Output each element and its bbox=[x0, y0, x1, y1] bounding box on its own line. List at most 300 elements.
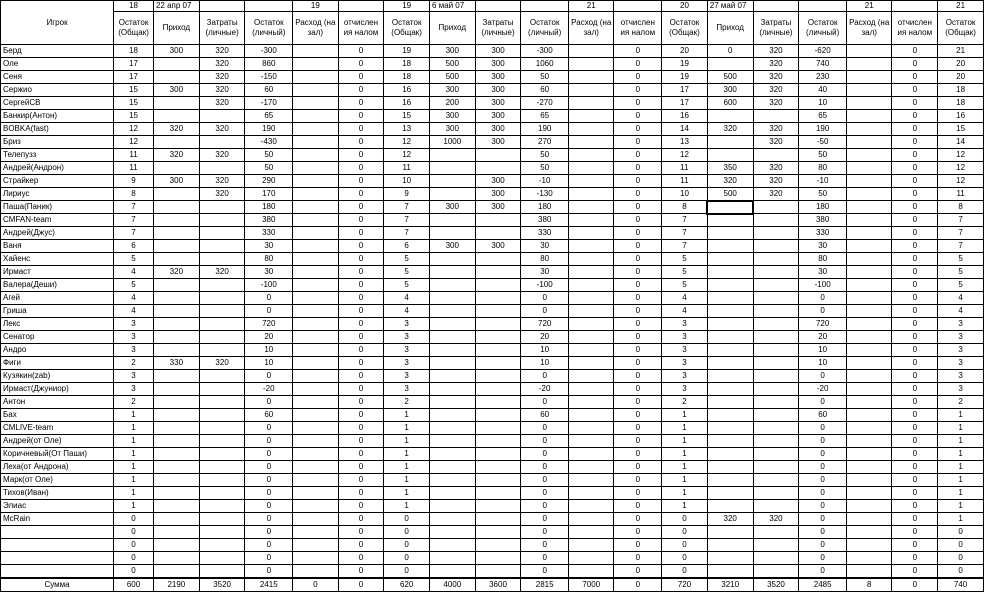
value-cell[interactable]: 0 bbox=[614, 253, 662, 266]
value-cell[interactable] bbox=[753, 435, 799, 448]
value-cell[interactable]: 0 bbox=[384, 526, 430, 539]
value-cell[interactable]: 0 bbox=[892, 370, 938, 383]
period-balance[interactable]: 18 bbox=[114, 1, 154, 12]
value-cell[interactable]: 0 bbox=[662, 513, 708, 526]
value-cell[interactable]: 18 bbox=[114, 45, 154, 58]
value-cell[interactable]: 300 bbox=[475, 71, 521, 84]
player-name-cell[interactable]: Андро bbox=[1, 344, 114, 357]
value-cell[interactable]: 1 bbox=[114, 435, 154, 448]
value-cell[interactable] bbox=[153, 318, 199, 331]
value-cell[interactable]: 5 bbox=[384, 266, 430, 279]
value-cell[interactable]: 5 bbox=[938, 266, 984, 279]
value-cell[interactable] bbox=[153, 344, 199, 357]
total-value-cell[interactable]: 2190 bbox=[153, 578, 199, 592]
value-cell[interactable]: 1 bbox=[662, 448, 708, 461]
value-cell[interactable] bbox=[475, 552, 521, 565]
value-cell[interactable] bbox=[293, 526, 338, 539]
value-cell[interactable]: 3 bbox=[384, 383, 430, 396]
value-cell[interactable]: 0 bbox=[614, 500, 662, 513]
player-name-cell[interactable]: СергейСВ bbox=[1, 97, 114, 110]
player-name-cell[interactable]: Андрей(от Оле) bbox=[1, 435, 114, 448]
value-cell[interactable] bbox=[753, 149, 799, 162]
value-cell[interactable]: 0 bbox=[521, 552, 569, 565]
value-cell[interactable] bbox=[846, 357, 891, 370]
value-cell[interactable]: 0 bbox=[338, 422, 384, 435]
value-cell[interactable] bbox=[429, 149, 475, 162]
value-cell[interactable] bbox=[293, 318, 338, 331]
value-cell[interactable]: 1 bbox=[662, 409, 708, 422]
value-cell[interactable] bbox=[753, 266, 799, 279]
value-cell[interactable]: 0 bbox=[614, 370, 662, 383]
value-cell[interactable]: 3 bbox=[662, 370, 708, 383]
total-value-cell[interactable]: 8 bbox=[846, 578, 891, 592]
value-cell[interactable]: 0 bbox=[245, 526, 293, 539]
value-cell[interactable]: 5 bbox=[114, 279, 154, 292]
value-cell[interactable] bbox=[429, 526, 475, 539]
value-cell[interactable]: 3 bbox=[114, 383, 154, 396]
value-cell[interactable] bbox=[753, 565, 799, 579]
value-cell[interactable] bbox=[753, 201, 799, 214]
value-cell[interactable]: 0 bbox=[938, 565, 984, 579]
value-cell[interactable] bbox=[199, 396, 245, 409]
value-cell[interactable] bbox=[293, 565, 338, 579]
value-cell[interactable]: 0 bbox=[338, 357, 384, 370]
value-cell[interactable] bbox=[153, 71, 199, 84]
value-cell[interactable] bbox=[429, 539, 475, 552]
value-cell[interactable]: 320 bbox=[753, 58, 799, 71]
value-cell[interactable]: 9 bbox=[114, 175, 154, 188]
value-cell[interactable] bbox=[153, 474, 199, 487]
value-cell[interactable] bbox=[753, 318, 799, 331]
total-value-cell[interactable]: 3210 bbox=[707, 578, 753, 592]
value-cell[interactable] bbox=[846, 136, 891, 149]
player-name-cell[interactable]: Хайенс bbox=[1, 253, 114, 266]
total-value-cell[interactable]: 0 bbox=[892, 578, 938, 592]
value-cell[interactable] bbox=[153, 461, 199, 474]
value-cell[interactable]: 0 bbox=[892, 227, 938, 240]
value-cell[interactable]: -100 bbox=[521, 279, 569, 292]
value-cell[interactable] bbox=[199, 162, 245, 175]
value-cell[interactable]: 7 bbox=[662, 227, 708, 240]
value-cell[interactable]: 0 bbox=[245, 552, 293, 565]
value-cell[interactable]: -20 bbox=[521, 383, 569, 396]
column-header[interactable]: Приход bbox=[707, 12, 753, 45]
value-cell[interactable] bbox=[846, 266, 891, 279]
value-cell[interactable]: 0 bbox=[614, 266, 662, 279]
value-cell[interactable]: 12 bbox=[938, 175, 984, 188]
value-cell[interactable]: 0 bbox=[614, 409, 662, 422]
value-cell[interactable]: 320 bbox=[199, 149, 245, 162]
value-cell[interactable]: 0 bbox=[892, 409, 938, 422]
value-cell[interactable] bbox=[569, 214, 614, 227]
player-name-cell[interactable]: CMFAN-team bbox=[1, 214, 114, 227]
value-cell[interactable]: 320 bbox=[199, 188, 245, 201]
value-cell[interactable] bbox=[199, 240, 245, 253]
value-cell[interactable] bbox=[753, 487, 799, 500]
value-cell[interactable]: 0 bbox=[614, 435, 662, 448]
player-name-cell[interactable]: Лекс bbox=[1, 318, 114, 331]
value-cell[interactable]: 0 bbox=[799, 565, 847, 579]
value-cell[interactable]: 0 bbox=[338, 279, 384, 292]
value-cell[interactable] bbox=[707, 305, 753, 318]
value-cell[interactable]: 0 bbox=[614, 188, 662, 201]
value-cell[interactable] bbox=[429, 435, 475, 448]
value-cell[interactable]: 1 bbox=[938, 461, 984, 474]
value-cell[interactable]: 0 bbox=[338, 175, 384, 188]
value-cell[interactable]: 1 bbox=[114, 474, 154, 487]
value-cell[interactable] bbox=[569, 539, 614, 552]
value-cell[interactable]: 0 bbox=[614, 84, 662, 97]
value-cell[interactable]: 380 bbox=[799, 214, 847, 227]
value-cell[interactable]: 0 bbox=[384, 539, 430, 552]
value-cell[interactable]: 0 bbox=[892, 97, 938, 110]
value-cell[interactable] bbox=[569, 201, 614, 214]
value-cell[interactable]: 290 bbox=[245, 175, 293, 188]
value-cell[interactable] bbox=[707, 58, 753, 71]
value-cell[interactable] bbox=[846, 305, 891, 318]
value-cell[interactable]: 2 bbox=[384, 396, 430, 409]
value-cell[interactable]: 0 bbox=[892, 240, 938, 253]
value-cell[interactable]: -10 bbox=[799, 175, 847, 188]
value-cell[interactable]: 0 bbox=[521, 526, 569, 539]
value-cell[interactable] bbox=[475, 513, 521, 526]
total-value-cell[interactable]: 4000 bbox=[429, 578, 475, 592]
total-value-cell[interactable]: 600 bbox=[114, 578, 154, 592]
value-cell[interactable]: 10 bbox=[662, 188, 708, 201]
value-cell[interactable]: 3 bbox=[938, 318, 984, 331]
value-cell[interactable]: 0 bbox=[614, 240, 662, 253]
value-cell[interactable] bbox=[475, 526, 521, 539]
value-cell[interactable] bbox=[846, 344, 891, 357]
value-cell[interactable]: 0 bbox=[892, 396, 938, 409]
value-cell[interactable] bbox=[153, 487, 199, 500]
value-cell[interactable]: 300 bbox=[707, 84, 753, 97]
value-cell[interactable]: 3 bbox=[662, 383, 708, 396]
value-cell[interactable]: 0 bbox=[892, 357, 938, 370]
value-cell[interactable]: 0 bbox=[338, 305, 384, 318]
column-header[interactable]: Остаток (Общак) bbox=[938, 12, 984, 45]
value-cell[interactable]: 7 bbox=[384, 201, 430, 214]
value-cell[interactable]: 0 bbox=[892, 149, 938, 162]
player-name-cell[interactable]: Ирмаст bbox=[1, 266, 114, 279]
value-cell[interactable]: 7 bbox=[114, 214, 154, 227]
value-cell[interactable] bbox=[293, 84, 338, 97]
player-name-cell[interactable]: Бриз bbox=[1, 136, 114, 149]
value-cell[interactable] bbox=[199, 253, 245, 266]
player-name-cell[interactable]: Паша(Паник) bbox=[1, 201, 114, 214]
value-cell[interactable] bbox=[293, 383, 338, 396]
value-cell[interactable] bbox=[753, 383, 799, 396]
value-cell[interactable]: 12 bbox=[114, 123, 154, 136]
value-cell[interactable]: 0 bbox=[614, 97, 662, 110]
value-cell[interactable]: 3 bbox=[384, 344, 430, 357]
value-cell[interactable]: 0 bbox=[338, 84, 384, 97]
value-cell[interactable] bbox=[846, 188, 891, 201]
value-cell[interactable]: 300 bbox=[429, 84, 475, 97]
value-cell[interactable]: 30 bbox=[521, 240, 569, 253]
value-cell[interactable] bbox=[199, 227, 245, 240]
value-cell[interactable] bbox=[153, 552, 199, 565]
value-cell[interactable] bbox=[846, 201, 891, 214]
value-cell[interactable]: 0 bbox=[799, 461, 847, 474]
value-cell[interactable]: 0 bbox=[799, 435, 847, 448]
value-cell[interactable] bbox=[753, 539, 799, 552]
value-cell[interactable]: 0 bbox=[799, 448, 847, 461]
total-label-cell[interactable]: Сумма bbox=[1, 578, 114, 592]
value-cell[interactable] bbox=[429, 448, 475, 461]
player-name-cell[interactable]: Лириус bbox=[1, 188, 114, 201]
value-cell[interactable] bbox=[846, 409, 891, 422]
value-cell[interactable]: 380 bbox=[521, 214, 569, 227]
value-cell[interactable]: 0 bbox=[614, 331, 662, 344]
value-cell[interactable] bbox=[199, 201, 245, 214]
value-cell[interactable]: 0 bbox=[521, 565, 569, 579]
value-cell[interactable] bbox=[707, 266, 753, 279]
value-cell[interactable]: 2 bbox=[938, 396, 984, 409]
value-cell[interactable]: 0 bbox=[521, 448, 569, 461]
value-cell[interactable] bbox=[475, 162, 521, 175]
value-cell[interactable] bbox=[153, 409, 199, 422]
value-cell[interactable] bbox=[293, 214, 338, 227]
value-cell[interactable]: 0 bbox=[521, 305, 569, 318]
value-cell[interactable] bbox=[569, 513, 614, 526]
value-cell[interactable] bbox=[293, 305, 338, 318]
column-header[interactable]: Приход bbox=[153, 12, 199, 45]
value-cell[interactable]: 0 bbox=[338, 214, 384, 227]
value-cell[interactable] bbox=[475, 253, 521, 266]
value-cell[interactable]: 0 bbox=[338, 461, 384, 474]
value-cell[interactable]: 0 bbox=[338, 188, 384, 201]
value-cell[interactable]: 60 bbox=[799, 409, 847, 422]
total-value-cell[interactable]: 7000 bbox=[569, 578, 614, 592]
value-cell[interactable] bbox=[753, 500, 799, 513]
value-cell[interactable] bbox=[475, 422, 521, 435]
value-cell[interactable] bbox=[199, 487, 245, 500]
value-cell[interactable]: 0 bbox=[799, 552, 847, 565]
value-cell[interactable]: -150 bbox=[245, 71, 293, 84]
value-cell[interactable] bbox=[569, 357, 614, 370]
value-cell[interactable] bbox=[569, 58, 614, 71]
value-cell[interactable]: 5 bbox=[938, 279, 984, 292]
value-cell[interactable] bbox=[293, 344, 338, 357]
value-cell[interactable] bbox=[199, 565, 245, 579]
value-cell[interactable] bbox=[293, 435, 338, 448]
value-cell[interactable] bbox=[429, 565, 475, 579]
value-cell[interactable] bbox=[707, 292, 753, 305]
value-cell[interactable]: 0 bbox=[892, 71, 938, 84]
period-date[interactable]: 22 апр 07 bbox=[153, 1, 199, 12]
value-cell[interactable] bbox=[475, 292, 521, 305]
value-cell[interactable]: 0 bbox=[245, 435, 293, 448]
value-cell[interactable] bbox=[707, 240, 753, 253]
value-cell[interactable]: 0 bbox=[799, 422, 847, 435]
value-cell[interactable]: 300 bbox=[475, 58, 521, 71]
column-header[interactable]: Затраты (личные) bbox=[753, 12, 799, 45]
value-cell[interactable]: 300 bbox=[153, 175, 199, 188]
value-cell[interactable]: -100 bbox=[799, 279, 847, 292]
value-cell[interactable]: 20 bbox=[245, 331, 293, 344]
value-cell[interactable]: 1 bbox=[384, 487, 430, 500]
value-cell[interactable] bbox=[569, 240, 614, 253]
value-cell[interactable]: 0 bbox=[614, 136, 662, 149]
value-cell[interactable] bbox=[429, 266, 475, 279]
value-cell[interactable]: 5 bbox=[384, 253, 430, 266]
period-balance[interactable] bbox=[614, 1, 662, 12]
value-cell[interactable] bbox=[153, 58, 199, 71]
value-cell[interactable]: 320 bbox=[199, 357, 245, 370]
value-cell[interactable]: 0 bbox=[614, 162, 662, 175]
value-cell[interactable] bbox=[475, 149, 521, 162]
value-cell[interactable]: 0 bbox=[614, 565, 662, 579]
value-cell[interactable]: 0 bbox=[338, 513, 384, 526]
value-cell[interactable] bbox=[569, 409, 614, 422]
value-cell[interactable]: 20 bbox=[938, 58, 984, 71]
value-cell[interactable] bbox=[475, 279, 521, 292]
value-cell[interactable]: 0 bbox=[892, 84, 938, 97]
value-cell[interactable] bbox=[199, 461, 245, 474]
value-cell[interactable] bbox=[199, 370, 245, 383]
value-cell[interactable]: 12 bbox=[384, 136, 430, 149]
value-cell[interactable] bbox=[475, 435, 521, 448]
value-cell[interactable] bbox=[429, 188, 475, 201]
player-name-cell[interactable]: Андрей(Андрон) bbox=[1, 162, 114, 175]
value-cell[interactable]: 0 bbox=[614, 513, 662, 526]
value-cell[interactable]: 17 bbox=[114, 71, 154, 84]
value-cell[interactable]: -130 bbox=[521, 188, 569, 201]
value-cell[interactable] bbox=[846, 292, 891, 305]
value-cell[interactable] bbox=[569, 266, 614, 279]
value-cell[interactable]: 320 bbox=[753, 513, 799, 526]
value-cell[interactable]: 0 bbox=[892, 539, 938, 552]
value-cell[interactable] bbox=[293, 45, 338, 58]
value-cell[interactable] bbox=[199, 500, 245, 513]
value-cell[interactable] bbox=[475, 344, 521, 357]
value-cell[interactable] bbox=[293, 162, 338, 175]
value-cell[interactable] bbox=[153, 279, 199, 292]
value-cell[interactable]: 1 bbox=[114, 500, 154, 513]
value-cell[interactable] bbox=[707, 526, 753, 539]
value-cell[interactable]: 320 bbox=[753, 162, 799, 175]
value-cell[interactable]: 0 bbox=[245, 461, 293, 474]
value-cell[interactable]: 8 bbox=[938, 201, 984, 214]
player-name-cell[interactable] bbox=[1, 526, 114, 539]
value-cell[interactable]: 0 bbox=[338, 552, 384, 565]
value-cell[interactable]: 30 bbox=[245, 240, 293, 253]
value-cell[interactable]: 3 bbox=[662, 318, 708, 331]
value-cell[interactable] bbox=[475, 357, 521, 370]
value-cell[interactable]: 230 bbox=[799, 71, 847, 84]
value-cell[interactable]: -100 bbox=[245, 279, 293, 292]
value-cell[interactable]: 10 bbox=[521, 344, 569, 357]
value-cell[interactable] bbox=[569, 175, 614, 188]
value-cell[interactable]: 0 bbox=[338, 201, 384, 214]
value-cell[interactable] bbox=[293, 201, 338, 214]
value-cell[interactable] bbox=[475, 370, 521, 383]
value-cell[interactable]: 0 bbox=[245, 539, 293, 552]
value-cell[interactable]: 3 bbox=[662, 331, 708, 344]
value-cell[interactable] bbox=[707, 474, 753, 487]
value-cell[interactable] bbox=[293, 370, 338, 383]
value-cell[interactable]: 60 bbox=[245, 84, 293, 97]
value-cell[interactable]: 10 bbox=[521, 357, 569, 370]
value-cell[interactable] bbox=[199, 110, 245, 123]
value-cell[interactable]: 3 bbox=[662, 344, 708, 357]
value-cell[interactable]: 4 bbox=[114, 305, 154, 318]
value-cell[interactable]: 0 bbox=[338, 344, 384, 357]
value-cell[interactable] bbox=[707, 370, 753, 383]
value-cell[interactable]: 320 bbox=[199, 123, 245, 136]
value-cell[interactable]: 5 bbox=[662, 253, 708, 266]
value-cell[interactable]: 0 bbox=[892, 58, 938, 71]
value-cell[interactable]: 9 bbox=[384, 188, 430, 201]
value-cell[interactable]: 80 bbox=[521, 253, 569, 266]
value-cell[interactable] bbox=[153, 448, 199, 461]
value-cell[interactable]: 0 bbox=[521, 435, 569, 448]
value-cell[interactable] bbox=[569, 383, 614, 396]
value-cell[interactable] bbox=[429, 409, 475, 422]
value-cell[interactable]: 320 bbox=[199, 97, 245, 110]
value-cell[interactable] bbox=[846, 500, 891, 513]
value-cell[interactable]: 0 bbox=[338, 383, 384, 396]
value-cell[interactable] bbox=[753, 409, 799, 422]
value-cell[interactable] bbox=[199, 422, 245, 435]
value-cell[interactable]: 320 bbox=[707, 513, 753, 526]
value-cell[interactable]: 17 bbox=[662, 84, 708, 97]
value-cell[interactable]: 320 bbox=[753, 45, 799, 58]
value-cell[interactable] bbox=[569, 461, 614, 474]
value-cell[interactable] bbox=[153, 526, 199, 539]
value-cell[interactable]: 0 bbox=[521, 370, 569, 383]
value-cell[interactable] bbox=[429, 474, 475, 487]
value-cell[interactable] bbox=[569, 123, 614, 136]
value-cell[interactable] bbox=[429, 552, 475, 565]
value-cell[interactable] bbox=[429, 383, 475, 396]
period-balance[interactable] bbox=[753, 1, 799, 12]
value-cell[interactable]: 0 bbox=[614, 344, 662, 357]
value-cell[interactable] bbox=[846, 318, 891, 331]
value-cell[interactable] bbox=[293, 461, 338, 474]
value-cell[interactable]: 15 bbox=[384, 110, 430, 123]
value-cell[interactable]: 12 bbox=[938, 162, 984, 175]
value-cell[interactable]: 1 bbox=[662, 474, 708, 487]
value-cell[interactable]: 3 bbox=[114, 370, 154, 383]
value-cell[interactable]: 0 bbox=[245, 422, 293, 435]
value-cell[interactable]: 270 bbox=[521, 136, 569, 149]
value-cell[interactable] bbox=[475, 448, 521, 461]
value-cell[interactable]: 1 bbox=[938, 474, 984, 487]
value-cell[interactable] bbox=[429, 487, 475, 500]
period-date[interactable]: 27 май 07 bbox=[707, 1, 753, 12]
value-cell[interactable] bbox=[753, 461, 799, 474]
value-cell[interactable] bbox=[753, 344, 799, 357]
column-header[interactable]: Остаток (личный) bbox=[799, 12, 847, 45]
value-cell[interactable]: 320 bbox=[153, 123, 199, 136]
player-name-cell[interactable]: Андрей(Джус) bbox=[1, 227, 114, 240]
value-cell[interactable]: 0 bbox=[707, 45, 753, 58]
value-cell[interactable]: 0 bbox=[614, 201, 662, 214]
value-cell[interactable]: 0 bbox=[614, 422, 662, 435]
column-header[interactable]: Остаток (Общак) bbox=[662, 12, 708, 45]
value-cell[interactable] bbox=[475, 318, 521, 331]
player-name-cell[interactable]: Страйкер bbox=[1, 175, 114, 188]
value-cell[interactable] bbox=[475, 474, 521, 487]
value-cell[interactable] bbox=[569, 279, 614, 292]
value-cell[interactable]: 0 bbox=[892, 422, 938, 435]
value-cell[interactable] bbox=[846, 45, 891, 58]
value-cell[interactable]: 8 bbox=[114, 188, 154, 201]
total-value-cell[interactable]: 3520 bbox=[199, 578, 245, 592]
value-cell[interactable] bbox=[569, 188, 614, 201]
